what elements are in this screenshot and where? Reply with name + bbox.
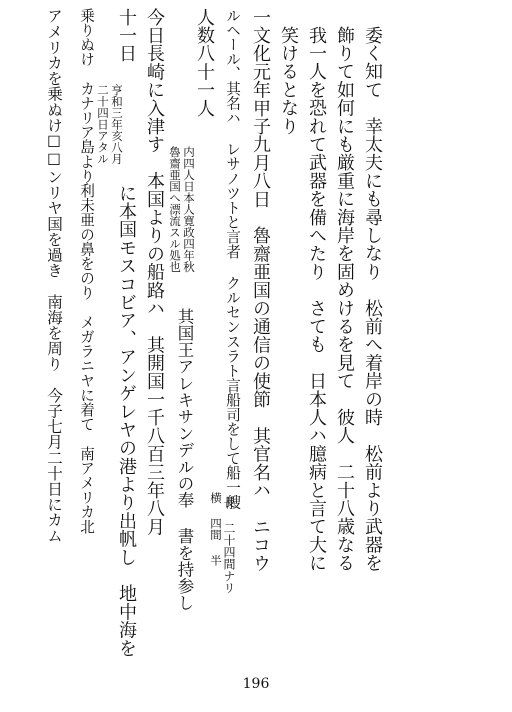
- text-column-9b: に本国モスコビア、アンゲレヤの港より出帆し 地中海を: [116, 184, 137, 658]
- text-column-1: 委く知て 幸太夫にも尋しなり 松前へ着岸の時 松前より武器を: [362, 26, 383, 572]
- text-column-3: 我一人を恐れて武器を備へたり さても 日本人ハ臆病と言て大に: [306, 26, 327, 572]
- text-column-11: アメリカを乗ぬけ☐☐ンリヤ国を過き 南海を周り 今子七月二十日にカム: [45, 8, 63, 544]
- crew-note-1: 内四人日本人寛政四年秋: [182, 146, 196, 273]
- text-column-7b: 其国王アレキサンデルの奉 書を持参し: [175, 308, 194, 612]
- page-number: 196: [242, 676, 270, 692]
- crew-note-2: 魯齋亜国へ漂流スル処也: [168, 146, 182, 273]
- date-note-1: 亨和三年亥八月: [110, 84, 124, 165]
- ship-size-note-2: 横 四間 半: [209, 492, 223, 566]
- date-note-2: 二十四日アタル: [96, 84, 110, 165]
- text-column-5: 一文化元年甲子九月八日 魯齋亜国の通信の使節 其官名ハ ニコウ: [250, 8, 271, 573]
- text-column-2: 飾りて如何にも厳重に海岸を固めけるを見て 彼人 二十八歳なる: [334, 26, 355, 572]
- text-column-10: 乗りぬけ カナリア島より利未亜の鼻をのり メガラニヤに着て 南アメリカ北: [78, 8, 95, 534]
- ship-size-note-1: 長 二十四間ナリ: [222, 496, 236, 594]
- text-column-6: ルヘール、其名ハ レサノツトと言者 クルセンスラト言船司をして船一艘: [224, 8, 241, 510]
- text-column-7: 人数八十一人: [194, 8, 215, 118]
- text-column-8: 今日長崎に入津す 本国よりの船路ハ 其開国一千八百三年八月: [144, 8, 165, 536]
- text-column-9: 十一日: [116, 8, 137, 63]
- text-column-4: 笑けるとなり: [278, 26, 299, 136]
